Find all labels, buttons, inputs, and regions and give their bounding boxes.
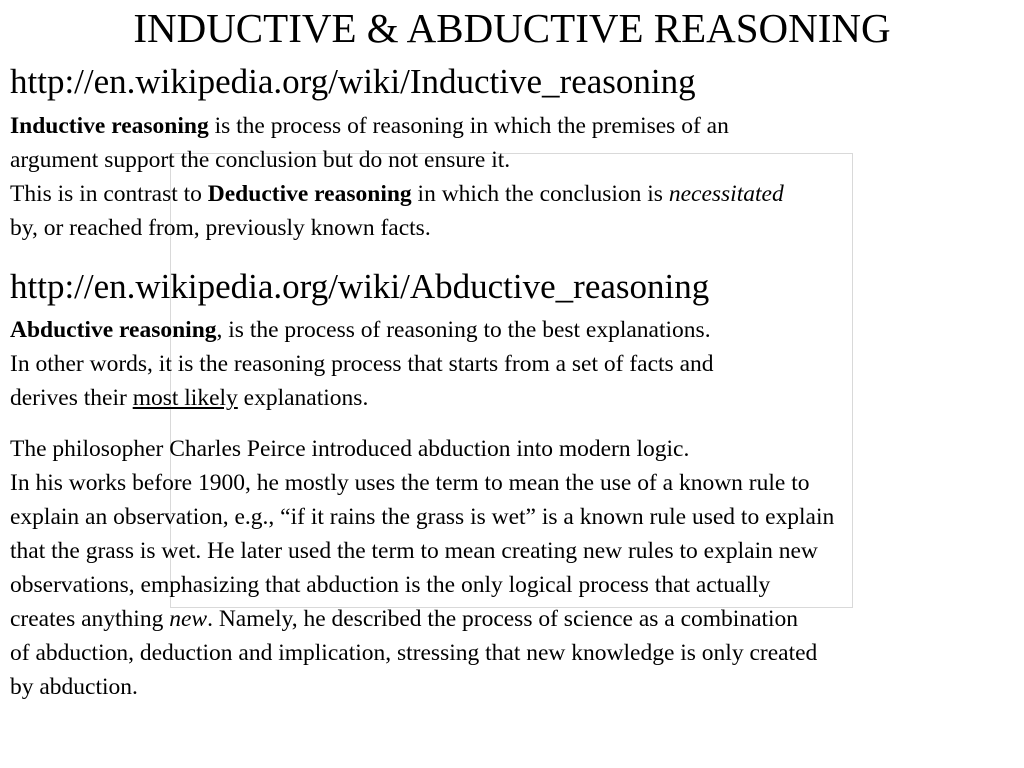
inductive-url: http://en.wikipedia.org/wiki/Inductive_reasoning <box>10 62 696 101</box>
peirce-line-1: The philosopher Charles Peirce introduced abduction into modern logic. <box>10 436 690 462</box>
peirce-paragraph <box>10 432 834 704</box>
most-likely-underlined: most likely <box>132 385 238 411</box>
inductive-line-1 <box>10 109 784 143</box>
inductive-line-2: argument support the conclusion but do not ensure it. <box>10 147 511 173</box>
abductive-line-3-pre: derives their <box>10 385 133 411</box>
deductive-term: Deductive reasoning <box>207 181 412 207</box>
abductive-line-3-post: explanations. <box>237 385 369 411</box>
peirce-line-6 <box>10 602 834 636</box>
peirce-line-6-post: . Namely, he described the process of science as a combination <box>207 606 799 632</box>
inductive-line-3 <box>10 177 784 211</box>
abductive-line-3 <box>10 381 714 415</box>
new-italic: new <box>169 606 208 632</box>
peirce-line-2: In his works before 1900, he mostly uses the term to mean the use of a known rule to <box>10 470 810 496</box>
inductive-term: Inductive reasoning <box>10 113 209 139</box>
peirce-line-4: that the grass is wet. He later used the term to mean creating new rules to explain new <box>10 538 818 564</box>
abductive-line-1 <box>10 313 714 347</box>
peirce-line-6-pre: creates anything <box>10 606 170 632</box>
inductive-line-3-mid: in which the conclusion is <box>411 181 669 207</box>
inductive-paragraph <box>10 109 784 245</box>
abductive-term: Abductive reasoning <box>10 317 217 343</box>
inductive-line-1-rest: is the process of reasoning in which the premises of an <box>208 113 729 139</box>
inductive-line-4: by, or reached from, previously known facts. <box>10 215 431 241</box>
abductive-url: http://en.wikipedia.org/wiki/Abductive_reasoning <box>10 267 710 306</box>
inductive-line-3-pre: This is in contrast to <box>10 181 208 207</box>
abductive-line-2: In other words, it is the reasoning process that starts from a set of facts and <box>10 351 714 377</box>
abductive-line-1-rest: , is the process of reasoning to the best explanations. <box>216 317 711 343</box>
peirce-line-3: explain an observation, e.g., “if it rains the grass is wet” is a known rule used to explain <box>10 504 835 530</box>
necessitated-italic: necessitated <box>668 181 784 207</box>
peirce-line-7: of abduction, deduction and implication, stressing that new knowledge is only created <box>10 640 818 666</box>
peirce-line-5: observations, emphasizing that abduction is the only logical process that actually <box>10 572 771 598</box>
slide-title: INDUCTIVE & ABDUCTIVE REASONING <box>133 5 891 51</box>
abductive-paragraph <box>10 313 714 415</box>
peirce-line-8: by abduction. <box>10 674 138 700</box>
